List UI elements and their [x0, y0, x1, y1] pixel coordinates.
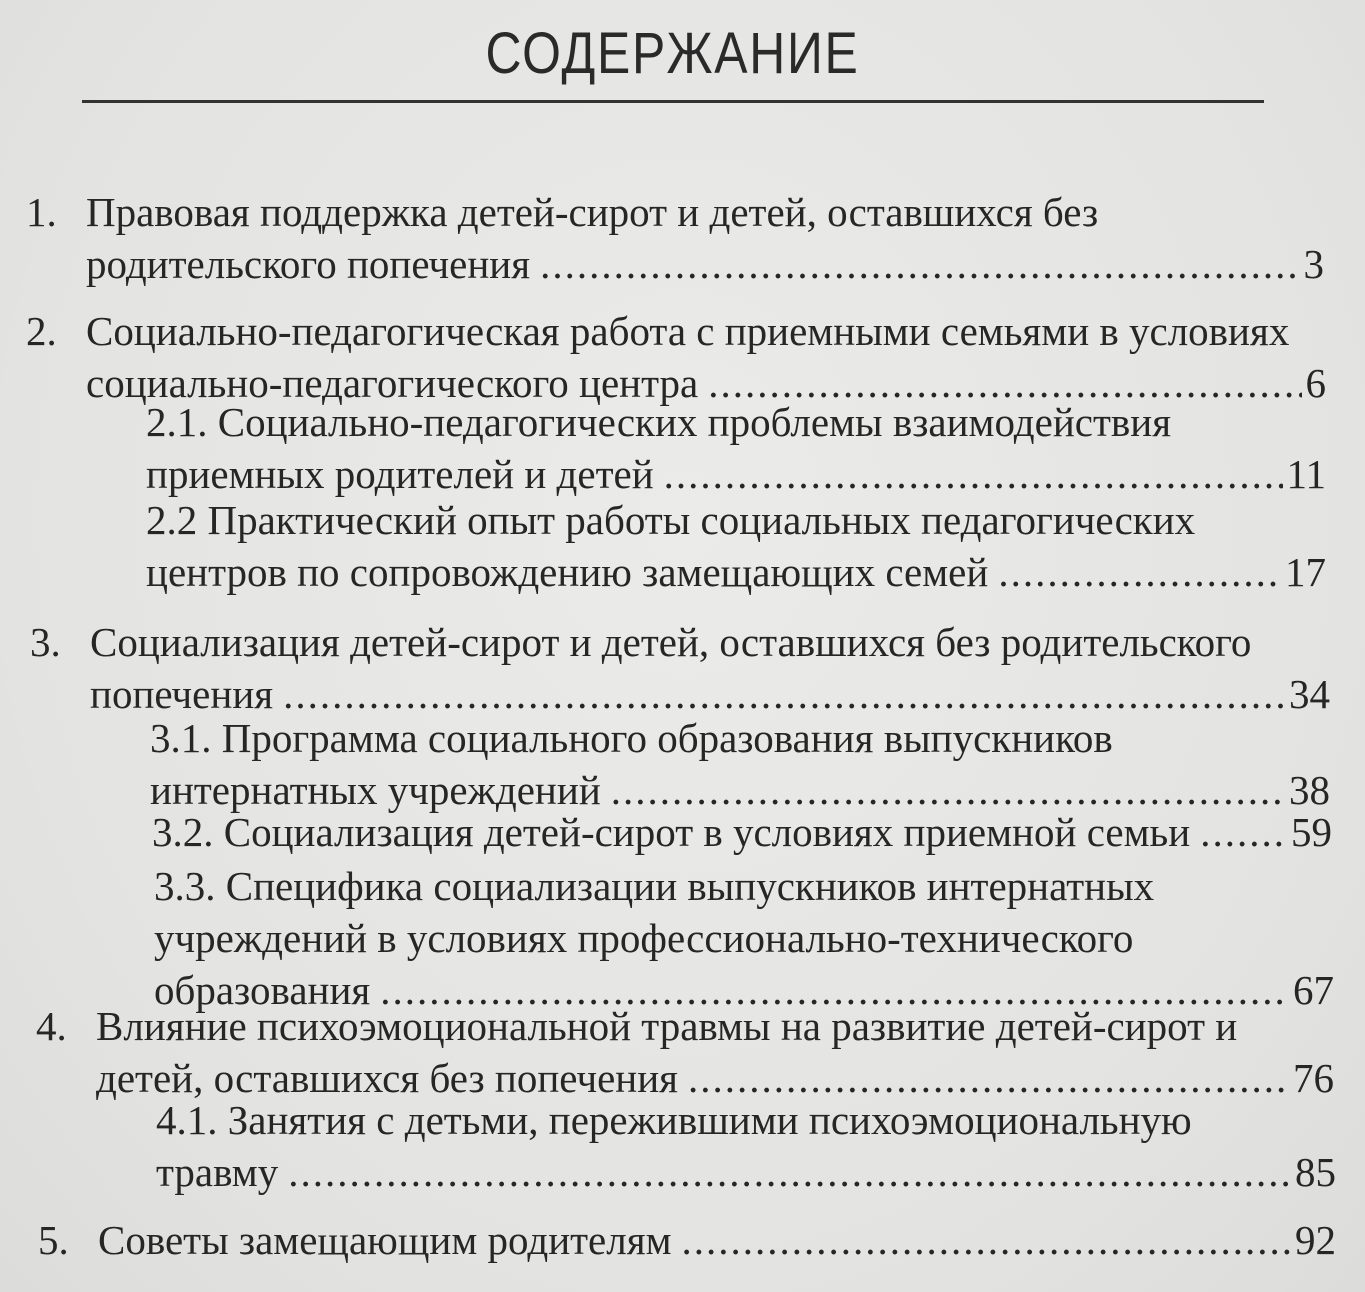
- toc-entry-number: 2.: [26, 308, 57, 354]
- toc-entry-title: 2.2 Практический опыт работы социальных педагогических: [146, 497, 1196, 543]
- toc-entry-number: 5.: [38, 1217, 69, 1263]
- toc-entry-title: Влияние психоэмоциональной травмы на развитие детей-сирот и: [96, 1003, 1238, 1049]
- toc-page-number: 34: [1289, 671, 1330, 717]
- toc-entry[interactable]: [96, 1000, 1334, 1104]
- toc-page-number: 17: [1285, 549, 1326, 595]
- title-divider: [82, 100, 1264, 103]
- leader-dots: [998, 546, 1281, 598]
- toc-page-number: 11: [1286, 451, 1326, 497]
- toc-page-number: 6: [1305, 360, 1326, 406]
- toc-entry-title-cont: детей, оставшихся без попечения: [96, 1055, 679, 1101]
- toc-entry-title-cont: травму: [156, 1149, 279, 1195]
- toc-entry-title: Социально-педагогическая работа с приемными семьями в условиях: [86, 308, 1290, 354]
- toc-subentry[interactable]: [146, 494, 1326, 598]
- toc-subentry[interactable]: [154, 860, 1334, 1016]
- toc-entry-number: 4.: [36, 1003, 67, 1049]
- toc-page-number: 3: [1303, 241, 1324, 287]
- toc-entry-title: 4.1. Занятия с детьми, пережившими психоэмоциональную: [156, 1097, 1192, 1143]
- toc-entry-title: 3.2. Социализация детей-сирот в условиях приемной семьи: [152, 809, 1191, 855]
- toc-entry-title-cont: интернатных учреждений: [150, 767, 601, 813]
- toc-page-number: 67: [1293, 967, 1334, 1013]
- toc-entry-number: 1.: [26, 189, 57, 235]
- leader-dots: [1200, 806, 1287, 858]
- leader-dots: [288, 1146, 1291, 1198]
- toc-entry-title-cont: родительского попечения: [86, 241, 531, 287]
- toc-page-number: 92: [1295, 1217, 1336, 1263]
- toc-subentry[interactable]: [150, 712, 1330, 816]
- toc-page-number: 85: [1295, 1149, 1336, 1195]
- toc-entry-title: 3.3. Специфика социализации выпускников интернатных: [154, 863, 1155, 909]
- toc-entry-title-cont: социально-педагогического центра: [86, 360, 699, 406]
- toc-entry-title: Социализация детей-сирот и детей, оставшихся без родительского: [90, 619, 1252, 665]
- page-title: СОДЕРЖАНИЕ: [485, 21, 860, 86]
- toc-entry-number: 3.: [30, 619, 61, 665]
- toc-entry-title-cont: приемных родителей и детей: [146, 451, 654, 497]
- toc-subentry[interactable]: [156, 1094, 1336, 1198]
- toc-page-number: 38: [1289, 767, 1330, 813]
- toc-entry-title: 3.1. Программа социального образования выпускников: [150, 715, 1113, 761]
- toc-page-number: 76: [1293, 1055, 1334, 1101]
- toc-entry[interactable]: [98, 1214, 1336, 1266]
- toc-entry-title-cont: учреждений в условиях профессионально-технического: [154, 915, 1134, 961]
- leader-dots: [540, 238, 1299, 290]
- leader-dots: [682, 1214, 1291, 1266]
- toc-entry-title: 2.1. Социально-педагогических проблемы взаимодействия: [146, 399, 1172, 445]
- toc-entry-title-cont: попечения: [90, 671, 274, 717]
- toc-subentry[interactable]: [146, 396, 1326, 500]
- toc-entry[interactable]: [86, 305, 1326, 409]
- toc-entry-title-cont: центров по сопровождению замещающих семей: [146, 549, 989, 595]
- toc-subentry[interactable]: [152, 806, 1332, 858]
- toc-entry-title: Советы замещающим родителям: [98, 1217, 672, 1263]
- toc-entry-title-cont: образования: [154, 967, 371, 1013]
- toc-entry-title: Правовая поддержка детей-сирот и детей, оставшихся без: [86, 189, 1099, 235]
- toc-entry[interactable]: [90, 616, 1330, 720]
- toc-entry[interactable]: [86, 186, 1324, 290]
- leader-dots: [664, 448, 1283, 500]
- toc-page-number: 59: [1291, 809, 1332, 855]
